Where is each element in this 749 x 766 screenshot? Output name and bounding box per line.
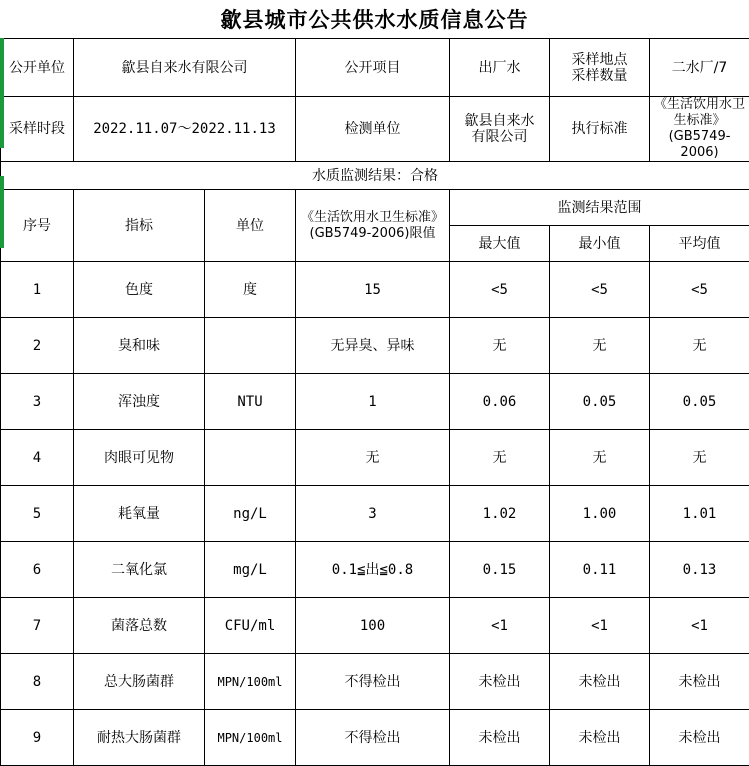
col-header-no[interactable]: 序号 xyxy=(1,190,74,262)
cell-no[interactable]: 3 xyxy=(1,374,74,430)
item-value[interactable]: 出厂水 xyxy=(450,39,550,97)
col-header-limit[interactable]: 《生活饮用水卫生标准》 (GB5749-2006)限值 xyxy=(296,190,450,262)
cell-max[interactable]: 无 xyxy=(450,430,550,486)
cell-limit[interactable]: 无 xyxy=(296,430,450,486)
cell-limit[interactable]: 1 xyxy=(296,374,450,430)
header-row-period xyxy=(1,97,749,162)
standard-label[interactable]: 执行标准 xyxy=(550,97,650,162)
cell-max[interactable]: 1.02 xyxy=(450,486,550,542)
cell-unit[interactable]: ng/L xyxy=(205,486,296,542)
publisher-value[interactable]: 歙县自来水有限公司 xyxy=(74,39,296,97)
header-row-publisher xyxy=(1,39,749,97)
table-row xyxy=(1,374,749,430)
cell-avg[interactable]: <5 xyxy=(650,262,749,318)
cell-limit[interactable]: 不得检出 xyxy=(296,654,450,710)
cell-avg[interactable]: 无 xyxy=(650,430,749,486)
cell-min[interactable]: 1.00 xyxy=(550,486,650,542)
col-header-avg[interactable]: 平均值 xyxy=(650,226,749,262)
cell-max[interactable]: 无 xyxy=(450,318,550,374)
column-header-row-1 xyxy=(1,190,749,226)
table-row xyxy=(1,486,749,542)
cell-indicator[interactable]: 二氧化氯 xyxy=(74,542,205,598)
cell-indicator[interactable]: 耐热大肠菌群 xyxy=(74,710,205,766)
cell-max[interactable]: <1 xyxy=(450,598,550,654)
cell-unit[interactable]: NTU xyxy=(205,374,296,430)
test-unit-value[interactable]: 歙县自来水 有限公司 xyxy=(450,97,550,162)
cell-min[interactable]: 无 xyxy=(550,318,650,374)
cell-min[interactable]: 0.11 xyxy=(550,542,650,598)
cell-min[interactable]: 未检出 xyxy=(550,654,650,710)
sample-label[interactable]: 采样地点 采样数量 xyxy=(550,39,650,97)
cell-unit[interactable]: MPN/100ml xyxy=(205,710,296,766)
cell-no[interactable]: 1 xyxy=(1,262,74,318)
cell-avg[interactable]: 1.01 xyxy=(650,486,749,542)
col-header-max[interactable]: 最大值 xyxy=(450,226,550,262)
cell-max[interactable]: 未检出 xyxy=(450,710,550,766)
publisher-label[interactable]: 公开单位 xyxy=(1,39,74,97)
standard-value[interactable]: 《生活饮用水卫生标准》 (GB5749-2006) xyxy=(650,97,749,162)
cell-avg[interactable]: 未检出 xyxy=(650,654,749,710)
cell-max[interactable]: 0.06 xyxy=(450,374,550,430)
cell-avg[interactable]: <1 xyxy=(650,598,749,654)
period-label[interactable]: 采样时段 xyxy=(1,97,74,162)
table-row xyxy=(1,542,749,598)
cell-indicator[interactable]: 浑浊度 xyxy=(74,374,205,430)
period-value[interactable]: 2022.11.07～2022.11.13 xyxy=(74,97,296,162)
cell-min[interactable]: 0.05 xyxy=(550,374,650,430)
col-header-range[interactable]: 监测结果范围 xyxy=(450,190,749,226)
table-row xyxy=(1,598,749,654)
cell-unit[interactable]: MPN/100ml xyxy=(205,654,296,710)
table-row xyxy=(1,710,749,766)
cell-limit[interactable]: 3 xyxy=(296,486,450,542)
result-line[interactable]: 水质监测结果：合格 xyxy=(1,162,749,190)
cell-no[interactable]: 4 xyxy=(1,430,74,486)
cell-no[interactable]: 8 xyxy=(1,654,74,710)
cell-avg[interactable]: 无 xyxy=(650,318,749,374)
result-row xyxy=(1,162,749,190)
cell-indicator[interactable]: 菌落总数 xyxy=(74,598,205,654)
cell-avg[interactable]: 未检出 xyxy=(650,710,749,766)
cell-limit[interactable]: 100 xyxy=(296,598,450,654)
col-header-unit[interactable]: 单位 xyxy=(205,190,296,262)
cell-indicator[interactable]: 总大肠菌群 xyxy=(74,654,205,710)
item-label[interactable]: 公开项目 xyxy=(296,39,450,97)
cell-unit[interactable]: mg/L xyxy=(205,542,296,598)
cell-unit[interactable] xyxy=(205,318,296,374)
cell-limit[interactable]: 15 xyxy=(296,262,450,318)
water-quality-table xyxy=(0,38,749,766)
table-row xyxy=(1,318,749,374)
table-row xyxy=(1,262,749,318)
col-header-indicator[interactable]: 指标 xyxy=(74,190,205,262)
selection-edge-marker xyxy=(0,176,4,248)
cell-no[interactable]: 6 xyxy=(1,542,74,598)
notice-title: 歙县城市公共供水水质信息公告 xyxy=(0,0,749,38)
table-row xyxy=(1,430,749,486)
cell-min[interactable]: 无 xyxy=(550,430,650,486)
cell-no[interactable]: 9 xyxy=(1,710,74,766)
cell-no[interactable]: 5 xyxy=(1,486,74,542)
sample-value[interactable]: 二水厂/7 xyxy=(650,39,749,97)
cell-unit[interactable] xyxy=(205,430,296,486)
cell-unit[interactable]: CFU/ml xyxy=(205,598,296,654)
cell-indicator[interactable]: 耗氧量 xyxy=(74,486,205,542)
cell-no[interactable]: 2 xyxy=(1,318,74,374)
cell-max[interactable]: 未检出 xyxy=(450,654,550,710)
cell-min[interactable]: <5 xyxy=(550,262,650,318)
selection-edge-marker xyxy=(0,38,4,148)
cell-max[interactable]: <5 xyxy=(450,262,550,318)
cell-indicator[interactable]: 臭和味 xyxy=(74,318,205,374)
test-unit-label[interactable]: 检测单位 xyxy=(296,97,450,162)
cell-limit[interactable]: 0.1≦出≦0.8 xyxy=(296,542,450,598)
table-row xyxy=(1,654,749,710)
cell-min[interactable]: 未检出 xyxy=(550,710,650,766)
cell-min[interactable]: <1 xyxy=(550,598,650,654)
cell-limit[interactable]: 无异臭、异味 xyxy=(296,318,450,374)
cell-unit[interactable]: 度 xyxy=(205,262,296,318)
col-header-min[interactable]: 最小值 xyxy=(550,226,650,262)
cell-no[interactable]: 7 xyxy=(1,598,74,654)
cell-indicator[interactable]: 色度 xyxy=(74,262,205,318)
cell-limit[interactable]: 不得检出 xyxy=(296,710,450,766)
cell-max[interactable]: 0.15 xyxy=(450,542,550,598)
cell-avg[interactable]: 0.05 xyxy=(650,374,749,430)
cell-indicator[interactable]: 肉眼可见物 xyxy=(74,430,205,486)
cell-avg[interactable]: 0.13 xyxy=(650,542,749,598)
